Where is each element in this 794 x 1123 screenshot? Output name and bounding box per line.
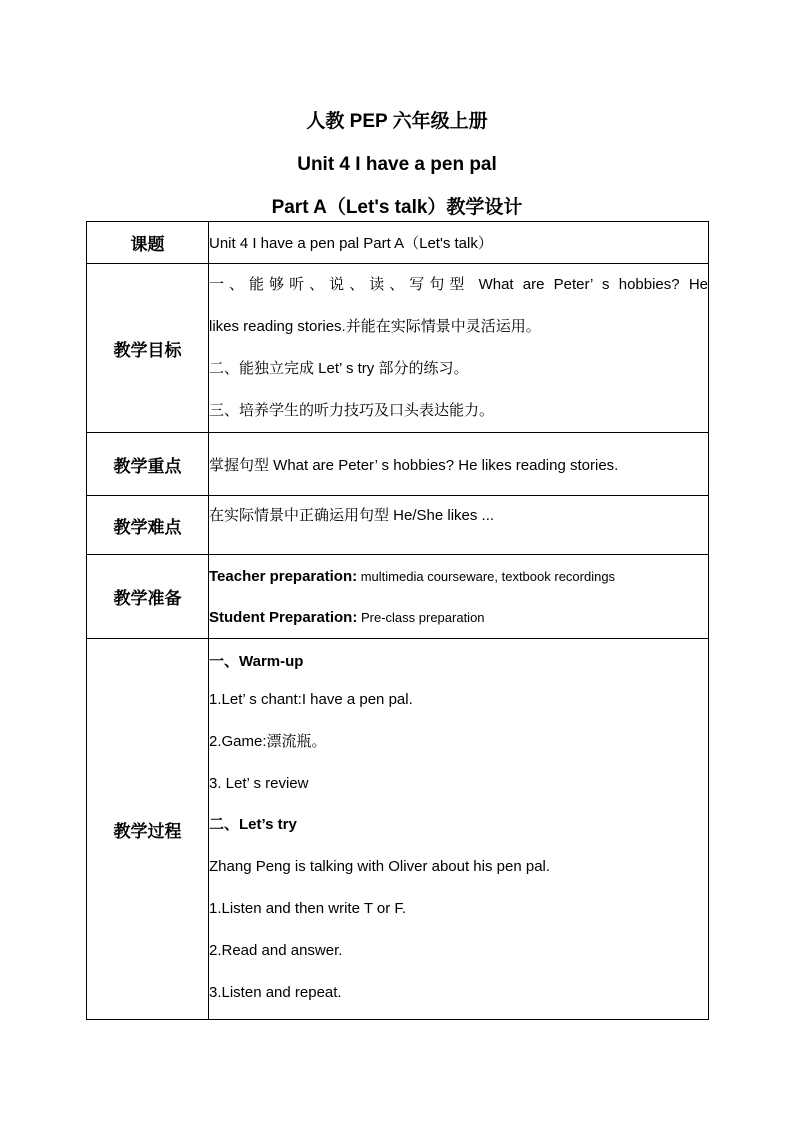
process-step: 1.Listen and then write T or F. [209,899,407,917]
topic-value: Unit 4 I have a pen pal Part A（Let's talk） [209,222,709,264]
warm-up-heading: 一、Warm-up [209,653,304,670]
process-step: Zhang Peng is talking with Oliver about his pen pal. [209,858,551,876]
objectives-label: 教学目标 [87,264,209,433]
table-row-process [87,639,709,1020]
lesson-plan-table [86,221,709,1020]
table-row-objectives [87,264,709,433]
teacher-preparation-line [209,556,708,597]
table-row-preparation [87,555,709,639]
topic-label: 课题 [87,222,209,264]
document-title-unit: Unit 4 I have a pen pal [297,154,497,175]
table-row-difficulties [87,496,709,555]
difficulties-value: 在实际情景中正确运用句型 He/She likes ... [209,496,709,555]
process-step: 2.Game:漂流瓶。 [209,732,327,750]
document-title-grade: 人教 PEP 六年级上册 [306,111,488,132]
student-preparation-line [209,597,708,638]
student-preparation-label: Student Preparation: [209,608,358,626]
preparation-content [209,555,709,639]
teacher-preparation-label: Teacher preparation: [209,567,358,585]
document-header [0,100,794,229]
lets-try-heading: 二、Let’s try [209,816,297,834]
key-points-value: 掌握句型 What are Peter’ s hobbies? He likes reading stories. [209,433,709,496]
preparation-label: 教学准备 [87,555,209,639]
key-points-label: 教学重点 [87,433,209,496]
teacher-preparation-value: multimedia courseware, textbook recordings [357,568,616,584]
process-step: 1.Let’ s chant:I have a pen pal. [209,691,413,708]
student-preparation-value: Pre-class preparation [357,609,485,625]
process-step: 3. Let’ s review [209,774,309,792]
objective-line: 一、能够听、说、读、写句型 What are Peter’ s hobbies? He [209,276,708,293]
process-step: 2.Read and answer. [209,941,343,959]
process-step: 3.Listen and repeat. [209,983,342,1001]
table-row-topic [87,222,709,264]
objective-line: 二、能独立完成 Let’ s try 部分的练习。 [209,360,469,377]
objective-line: 三、培养学生的听力技巧及口头表达能力。 [209,402,495,419]
process-label: 教学过程 [87,639,209,1020]
objectives-content [209,264,709,433]
table-row-key-points [87,433,709,496]
document-title-part: Part A（Let's talk）教学设计 [271,197,523,218]
process-content [209,639,709,1020]
difficulties-label: 教学难点 [87,496,209,555]
objective-line: likes reading stories.并能在实际情景中灵活运用。 [209,318,541,335]
